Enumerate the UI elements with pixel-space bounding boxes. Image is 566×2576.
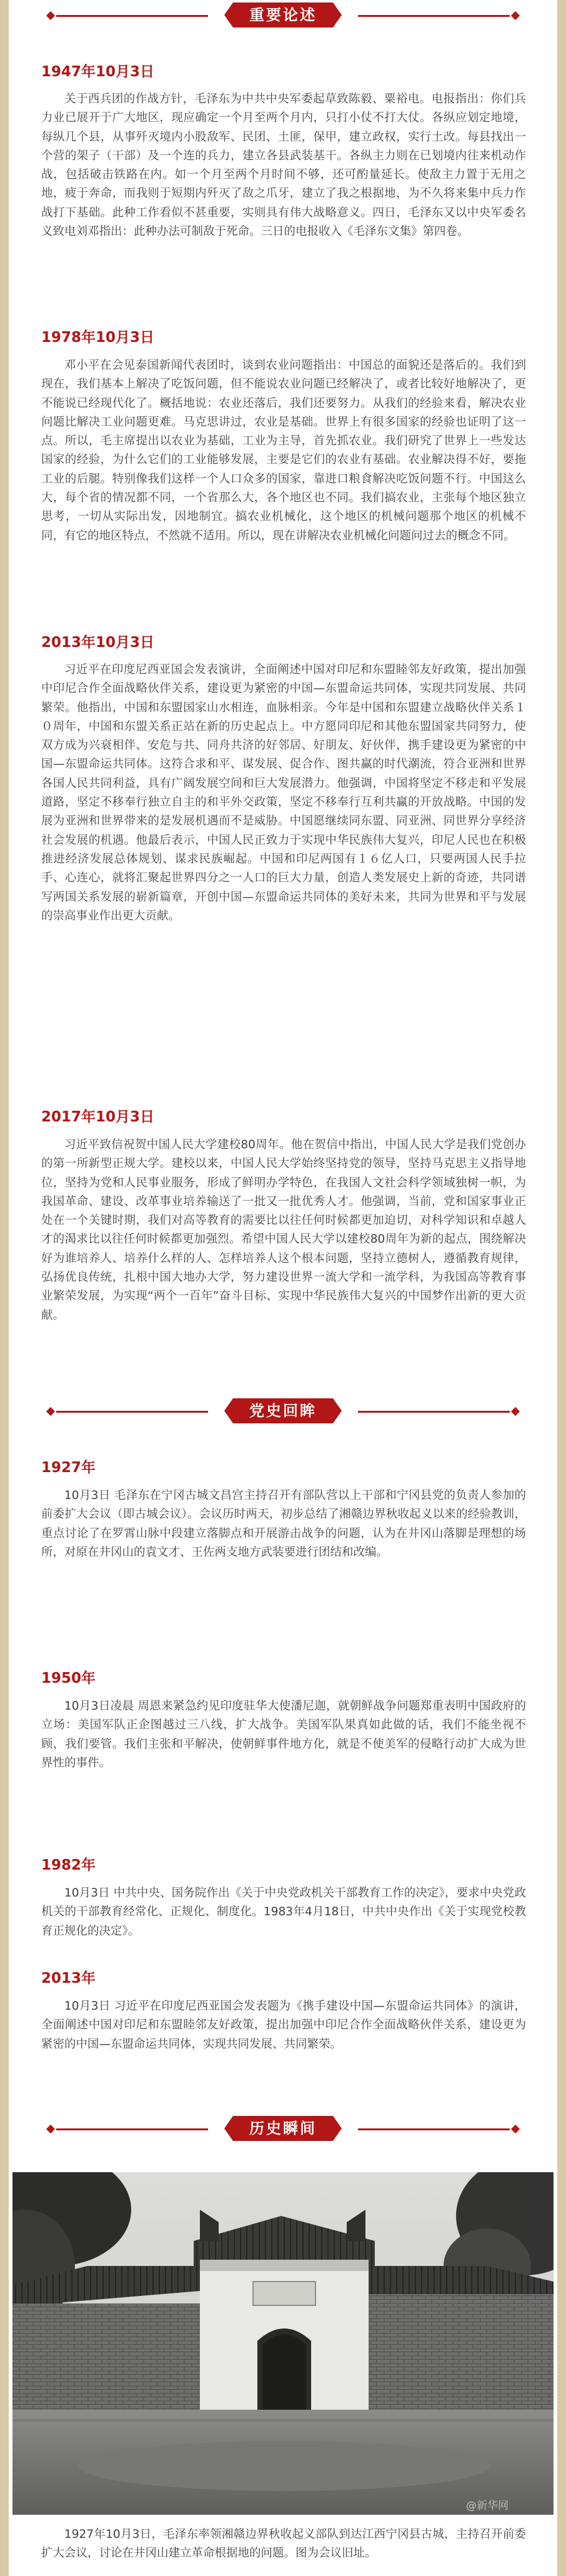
section-header-history [0, 1398, 566, 1423]
divider [56, 2128, 208, 2130]
entry-date: 1950年 [41, 1670, 96, 1686]
diamond-icon [46, 11, 55, 20]
entry-date: 1947年10月3日 [41, 64, 155, 80]
divider [358, 2128, 510, 2130]
entry-date: 2013年10月3日 [41, 634, 155, 651]
entry-text: 习近平致信祝贺中国人民大学建校80周年。他在贺信中指出，中国人民大学是我们党创办的第一所新型正规大学。建校以来，中国人民大学始终坚持党的领导，坚持马克思主义指导地位，坚持为党和人民事业服务，形成了鲜明办学特色，在我国人文社会科学领域独树一帜，为我国革命、建设、改革事业培养输送了一批又一批优秀人才。他强调，当前，党和国家事业正处在一个关键时期，我们对高等教育的需要比以往任何时候都更加迫切，对科学知识和卓越人才的渴求比以往任何时候都更加强烈。希望中国人民大学以建校80周年为新的起点，围绕解决好为谁培养人、培养什么样的人、怎样培养人这个根本问题，坚持立德树人，遵循教育规律，弘扬优良传统，扎根中国大地办大学，努力建设世界一流大学和一流学科，为我国高等教育事业繁荣发展，为实现“两个一百年”奋斗目标、实现中华民族伟大复兴的中国梦作出新的更大贡献。 [41, 1138, 526, 1322]
entry-date: 2013年 [41, 1970, 96, 1987]
divider [56, 15, 208, 17]
historic-photo [12, 2172, 554, 2515]
entry-text: 10月3日 毛泽东在宁冈古城文昌宫主持召开有部队营以上干部和宁冈县党的负责人参加的前委扩大会议（即古城会议）。会议历时两天，初步总结了湘赣边界秋收起义以来的经验教训，重点讨论了在罗霄山脉中段建立落脚点和开展游击战争的问题，认为在井冈山落脚是理想的场所，对原在井冈山的袁文才、王佐两支地方武装要进行团结和改编。 [41, 1489, 526, 1559]
diamond-icon [511, 11, 520, 20]
entry-text: 10月3日 习近平在印度尼西亚国会发表题为《携手建设中国—东盟命运共同体》的演讲，全面阐述中国对印尼和东盟睦邻友好政策，提出加强中印尼合作全面战略伙伴关系，建设更为紧密的中国—东盟命运共同体，实现共同发展、共同繁荣。 [41, 2000, 526, 2051]
section-title: 党史回眸 [233, 1398, 333, 1423]
section-header-important [0, 3, 566, 28]
entry-text: 邓小平在会见泰国新闻代表团时，谈到农业问题指出：中国总的面貌还是落后的。我们到现在，我们基本上解决了吃饭问题，但不能说农业问题已经解决了，或者比较好地解决了，更不能说已经现代化了。概括地说：农业还落后，我们还要努力。从我们的经验来看，解决农业问题比解决工业问题更难。马克思讲过，农业是基础。世界上有很多国家的经验也证明了这一点。所以，毛主席提出以农业为基础，工业为主导，首先抓农业。我们研究了世界上一些发达国家的经验，为什么它们的工业能够发展，主要是它们的农业有基础。农业解决得不好，要拖工业的后腿。特别像我们这样一个人口众多的国家，靠进口粮食解决吃饭问题不行。中国这么大，每个省的情况都不同，一个省那么大，各个地区也不同。我们搞农业，主张每个地区独立思考，一切从实际出发，因地制宜。搞农业机械化，这个地区的机械问题那个地区的机械不同，有它的地区特点，不然就不适用。所以，现在讲解决农业机械化问题问过去的概念不同。 [41, 359, 526, 543]
entry-date: 1978年10月3日 [41, 329, 155, 346]
section-header-moments [0, 2116, 566, 2141]
right-border [557, 0, 566, 2576]
divider [358, 15, 510, 17]
diamond-icon [46, 2125, 55, 2133]
entry-text: 习近平在印度尼西亚国会发表演讲，全面阐述中国对印尼和东盟睦邻友好政策，提出加强中印尼合作全面战略伙伴关系，建设更为紧密的中国—东盟命运共同体，实现共同发展、共同繁荣。他指出，中国和东盟国家山水相连，血脉相亲。今年是中国和东盟建立战略伙伴关系１０周年，中国和东盟关系正站在新的历史起点上。中方愿同印尼和其他东盟国家共同努力，使双方成为兴衰相伴、安危与共、同舟共济的好邻居、好朋友、好伙伴，携手建设更为紧密的中国—东盟命运共同体。这符合求和平、谋发展、促合作、图共赢的时代潮流，符合亚洲和世界各国人民共同利益，具有广阔发展空间和巨大发展潜力。他强调，中国将坚定不移走和平发展道路，坚定不移奉行独立自主的和平外交政策，坚定不移奉行互利共赢的开放战略。中国的发展为亚洲和世界带来的是发展机遇而不是威胁。中国愿继续同东盟、同亚洲、同世界分享经济社会发展的机遇。他最后表示，中国人民正致力于实现中华民族伟大复兴，印尼人民也在积极推进经济发展总体规划、谋求民族崛起。中国和印尼两国有１６亿人口，只要两国人民手拉手、心连心，就将汇聚起世界四分之一人口的巨大力量，创造人类发展史上新的奇迹，共同谱写两国关系发展的崭新篇章，开创中国—东盟命运共同体的美好未来，共同为世界和平与发展的崇高事业作出更大贡献。 [41, 663, 526, 923]
entry-text: 10月3日 中共中央、国务院作出《关于中央党政机关干部教育工作的决定》，要求中央党政机关的干部教育经常化、正规化、制度化。1983年4月18日，中共中央作出《关于实现党校教育正规化的决定》。 [41, 1887, 526, 1938]
diamond-icon [46, 1407, 55, 1416]
diamond-icon [511, 2125, 520, 2133]
divider [358, 1411, 510, 1413]
watermark: @新华网 [466, 2500, 509, 2512]
section-title: 重要论述 [233, 3, 333, 28]
diamond-icon [511, 1407, 520, 1416]
entry-date: 2017年10月3日 [41, 1109, 155, 1125]
entry-text: 10月3日凌晨 周恩来紧急约见印度驻华大使潘尼迦，就朝鲜战争问题郑重表明中国政府的立场：美国军队正企图越过三八线，扩大战争。美国军队果真如此做的话，我们不能坐视不顾，我们要管。我们主张和平解决，使朝鲜事件地方化，就是不使美军的侵略行动扩大成为世界性的事件。 [41, 1700, 526, 1770]
left-border [0, 0, 9, 2576]
entry-date: 1927年 [41, 1460, 96, 1476]
divider [56, 1411, 208, 1413]
photo-illustration [12, 2172, 554, 2515]
entry-text: 关于西兵团的作战方针，毛泽东为中共中央军委起草致陈毅、粟裕电。电报指出：你们兵力业已展开于广大地区，现应确定一个月至两个月内，只打小仗不打大仗。各纵应划定地境，每纵几个县，从事歼灭境内小股敌军、民团、土匪，保甲，建立政权，实行土改。每县找出一个营的架子（干部）及一个连的兵力，建立各县武装基干。各纵主力则在已划境内往来机动作战，包括破击铁路在内。如一个月至两个月时间不够，还可酌量延长。使敌主力置于无用之地，疲于奔命，而我则于短期内歼灭了敌之爪牙，建立了我之根据地，为不久将来集中兵力作战打下基础。此种工作看似不甚重要，实则具有伟大战略意义。四日，毛泽东又以中央军委名义致电刘邓指出：此种办法可制敌于死命。三日的电报收入《毛泽东文集》第四卷。 [41, 93, 526, 239]
section-title: 历史瞬间 [233, 2116, 333, 2141]
entry-date: 1982年 [41, 1857, 96, 1873]
photo-caption: 1927年10月3日，毛泽东率领湘赣边界秋收起义部队到达江西宁冈县古城，主持召开前委扩大会议，讨论在井冈山建立革命根据地的问题。图为会议旧址。 [41, 2528, 526, 2560]
